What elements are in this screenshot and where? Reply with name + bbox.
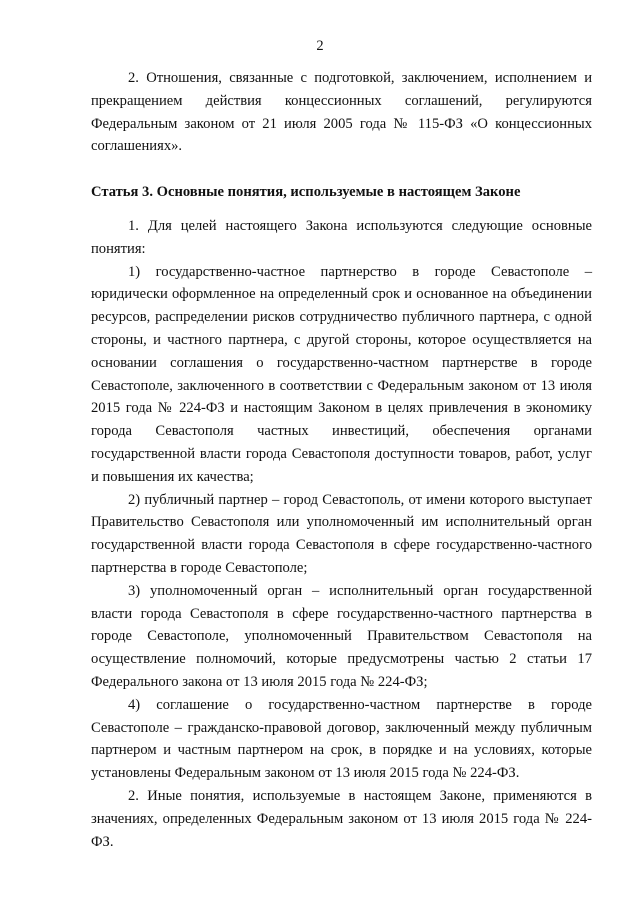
definition-ppp-agreement: 4) соглашение о государственно-частном партнерстве в городе Севастополе – гражданско-правовой договор, заключенный между публичным партнером и частным партнером на срок, в порядке и на условиях, которые установлены Федеральным законом от 13 июля 2015 года № 224-ФЗ. [91,696,592,782]
article-3-paragraph-other-concepts: 2. Иные понятия, используемые в настоящем Законе, применяются в значениях, определенных Федеральным законом от 13 июля 2015 года № 224-ФЗ. [91,787,592,850]
article-3-heading: Статья 3. Основные понятия, используемые в настоящем Законе [91,184,521,201]
definition-public-private-partnership: 1) государственно-частное партнерство в городе Севастополе – юридически оформленное на определенный срок и основанное на объединении ресурсов, распределении рисков сотрудничество публичного партнера, с одной стороны, и частного партнера, с другой стороны, которое осуществляется на основании соглашения о государственно-частном партнерстве в городе Севастополе, заключенного в соответствии с Федеральным законом от 13 июля 2015 года № 224-ФЗ и настоящим Законом в целях привлечения в экономику города Севастополя частных инвестиций, обеспечения органами государственной власти города Севастополя доступности товаров, работ, услуг и повышения их качества; [91,263,592,485]
definition-public-partner: 2) публичный партнер – город Севастополь, от имени которого выступает Правительство Севастополя или уполномоченный им исполнительный орган государственной власти города Севастополя в сфере государственно-частного партнерства в городе Севастополе; [91,491,592,576]
article-3-paragraph-intro: 1. Для целей настоящего Закона используются следующие основные понятия: [91,217,592,257]
definition-authorized-body: 3) уполномоченный орган – исполнительный орган государственной власти города Севастополя в сфере государственно-частного партнерства в городе Севастополе, уполномоченный Правительством Севастополя на осуществление полномочий, которые предусмотрены частью 2 статьи 17 Федерального закона от 13 июля 2015 года № 224-ФЗ; [91,582,592,690]
paragraph-concession-agreements: 2. Отношения, связанные с подготовкой, заключением, исполнением и прекращением действия концессионных соглашений, регулируются Федеральным законом от 21 июля 2005 года № 115-ФЗ «О концессионных соглашениях». [91,70,592,155]
document-body [91,67,592,853]
page-number: 2 [316,38,324,54]
